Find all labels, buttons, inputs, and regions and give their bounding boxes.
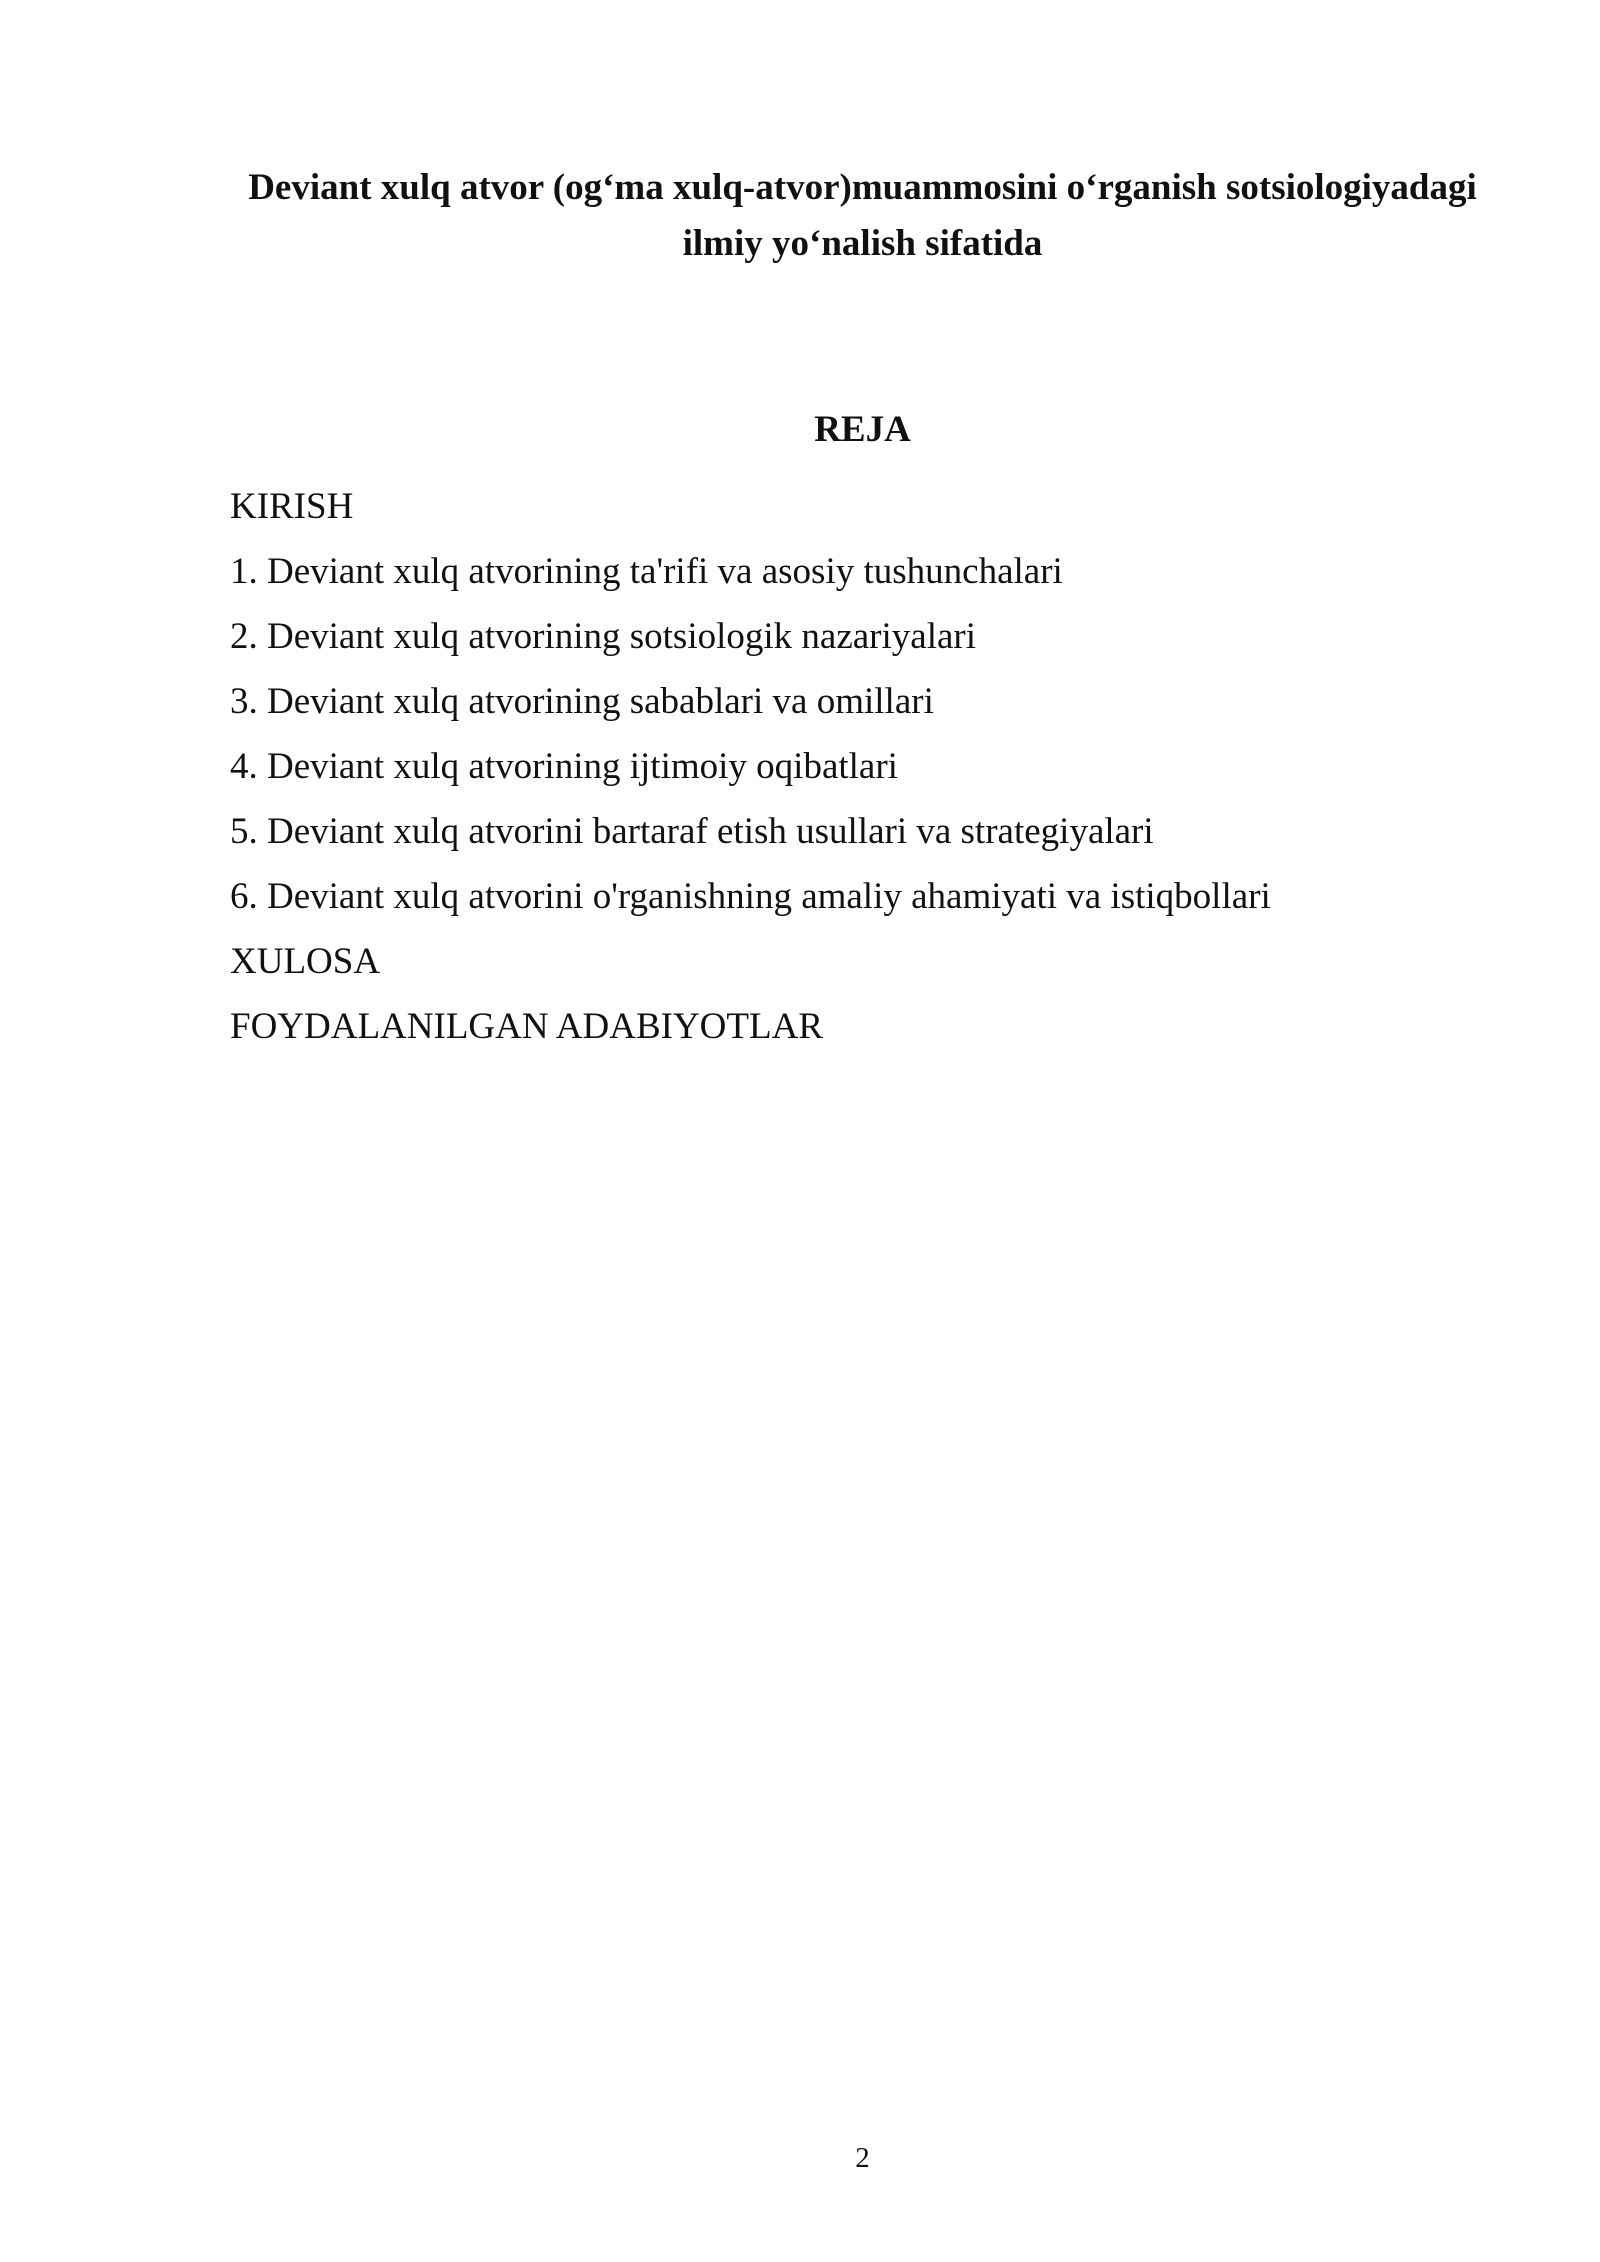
plan-item-1: 1. Deviant xulq atvorining ta'rifi va asosiy tushunchalari: [230, 551, 1063, 592]
plan-list: [230, 474, 1500, 1059]
document-title: [225, 160, 1500, 272]
plan-item-2: 2. Deviant xulq atvorining sotsiologik nazariyalari: [230, 616, 976, 657]
document-title-line-1: Deviant xulq atvor (og‘ma xulq-atvor)muammosini o‘rganish sotsiologiyadagi: [248, 167, 1477, 208]
plan-item-conclusion: XULOSA: [230, 941, 381, 982]
plan-heading: REJA: [814, 409, 911, 450]
page-number: 2: [855, 2142, 870, 2174]
plan-item-references: FOYDALANILGAN ADABIYOTLAR: [230, 1006, 823, 1047]
plan-item-3: 3. Deviant xulq atvorining sabablari va omillari: [230, 681, 934, 722]
plan-item-5: 5. Deviant xulq atvorini bartaraf etish usullari va strategiyalari: [230, 811, 1154, 852]
plan-item-4: 4. Deviant xulq atvorining ijtimoiy oqibatlari: [230, 746, 898, 787]
document-title-line-2: ilmiy yo‘nalish sifatida: [682, 223, 1043, 264]
plan-item-6: 6. Deviant xulq atvorini o'rganishning amaliy ahamiyati va istiqbollari: [230, 876, 1271, 917]
plan-item-introduction: KIRISH: [230, 486, 354, 527]
